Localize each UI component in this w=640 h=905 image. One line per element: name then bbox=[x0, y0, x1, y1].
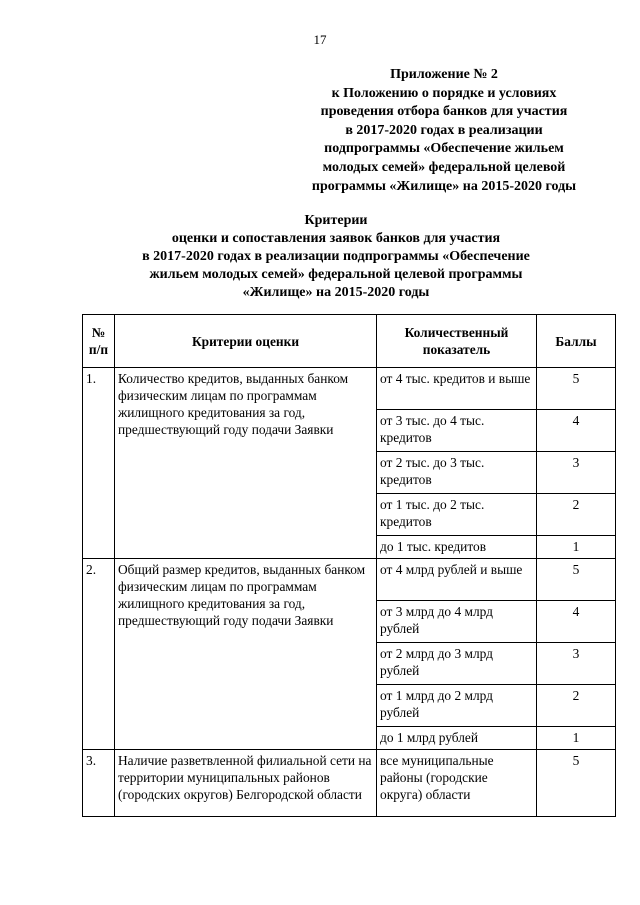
appendix-line: в 2017-2020 годах в реализации bbox=[345, 122, 543, 138]
criterion-text: Общий размер кредитов, выданных банком физическим лицам по программам жилищного кредитования за год, предшествующий году подачи Заявки bbox=[115, 559, 377, 750]
points-cell: 1 bbox=[537, 536, 616, 559]
page-number: 17 bbox=[313, 32, 327, 47]
row-number: 1. bbox=[83, 368, 115, 559]
table-row bbox=[83, 750, 616, 817]
points-cell: 4 bbox=[537, 601, 616, 643]
table-row bbox=[83, 368, 616, 410]
heading-line: жильем молодых семей» федеральной целевой программы bbox=[149, 267, 523, 282]
appendix-header bbox=[290, 66, 598, 196]
indicator-cell: от 3 тыс. до 4 тыс. кредитов bbox=[377, 410, 537, 452]
indicator-cell: от 2 тыс. до 3 тыс. кредитов bbox=[377, 452, 537, 494]
row-number: 2. bbox=[83, 559, 115, 750]
indicator-cell: от 3 млрд до 4 млрд рублей bbox=[377, 601, 537, 643]
document-heading bbox=[60, 212, 612, 302]
points-cell: 2 bbox=[537, 494, 616, 536]
header-criteria: Критерии оценки bbox=[115, 315, 377, 368]
points-cell: 3 bbox=[537, 452, 616, 494]
appendix-line: проведения отбора банков для участия bbox=[320, 104, 568, 120]
indicator-cell: от 4 млрд рублей и выше bbox=[377, 559, 537, 601]
criteria-table bbox=[82, 314, 616, 817]
criterion-text: Количество кредитов, выданных банком физическим лицам по программам жилищного кредитования за год, предшествующий году подачи Заявки bbox=[115, 368, 377, 559]
indicator-cell: от 1 тыс. до 2 тыс. кредитов bbox=[377, 494, 537, 536]
heading-line: оценки и сопоставления заявок банков для участия bbox=[171, 231, 501, 246]
points-cell: 4 bbox=[537, 410, 616, 452]
header-points: Баллы bbox=[537, 315, 616, 368]
header-indicator: Количественный показатель bbox=[377, 315, 537, 368]
points-cell: 3 bbox=[537, 643, 616, 685]
row-number: 3. bbox=[83, 750, 115, 817]
appendix-line: к Положению о порядке и условиях bbox=[331, 85, 557, 101]
appendix-line: Приложение № 2 bbox=[390, 67, 498, 82]
points-cell: 1 bbox=[537, 727, 616, 750]
heading-line: в 2017-2020 годах в реализации подпрограммы «Обеспечение bbox=[142, 249, 530, 264]
points-cell: 5 bbox=[537, 559, 616, 601]
table-header-row bbox=[83, 315, 616, 368]
indicator-cell: все муниципальные районы (городские округа) области bbox=[377, 750, 537, 817]
heading-line: «Жилище» на 2015-2020 годы bbox=[242, 285, 430, 300]
indicator-cell: до 1 тыс. кредитов bbox=[377, 536, 537, 559]
indicator-cell: от 2 млрд до 3 млрд рублей bbox=[377, 643, 537, 685]
appendix-line: программы «Жилище» на 2015-2020 годы bbox=[311, 178, 577, 194]
indicator-cell: до 1 млрд рублей bbox=[377, 727, 537, 750]
header-num: № п/п bbox=[83, 315, 115, 368]
document-title: Критерии bbox=[304, 213, 368, 228]
criterion-text: Наличие разветвленной филиальной сети на территории муниципальных районов (городских округов) Белгородской области bbox=[115, 750, 377, 817]
points-cell: 5 bbox=[537, 368, 616, 410]
points-cell: 2 bbox=[537, 685, 616, 727]
points-cell: 5 bbox=[537, 750, 616, 817]
indicator-cell: от 4 тыс. кредитов и выше bbox=[377, 368, 537, 410]
appendix-line: молодых семей» федеральной целевой bbox=[322, 159, 566, 175]
appendix-line: подпрограммы «Обеспечение жильем bbox=[324, 141, 564, 157]
table-row bbox=[83, 559, 616, 601]
indicator-cell: от 1 млрд до 2 млрд рублей bbox=[377, 685, 537, 727]
